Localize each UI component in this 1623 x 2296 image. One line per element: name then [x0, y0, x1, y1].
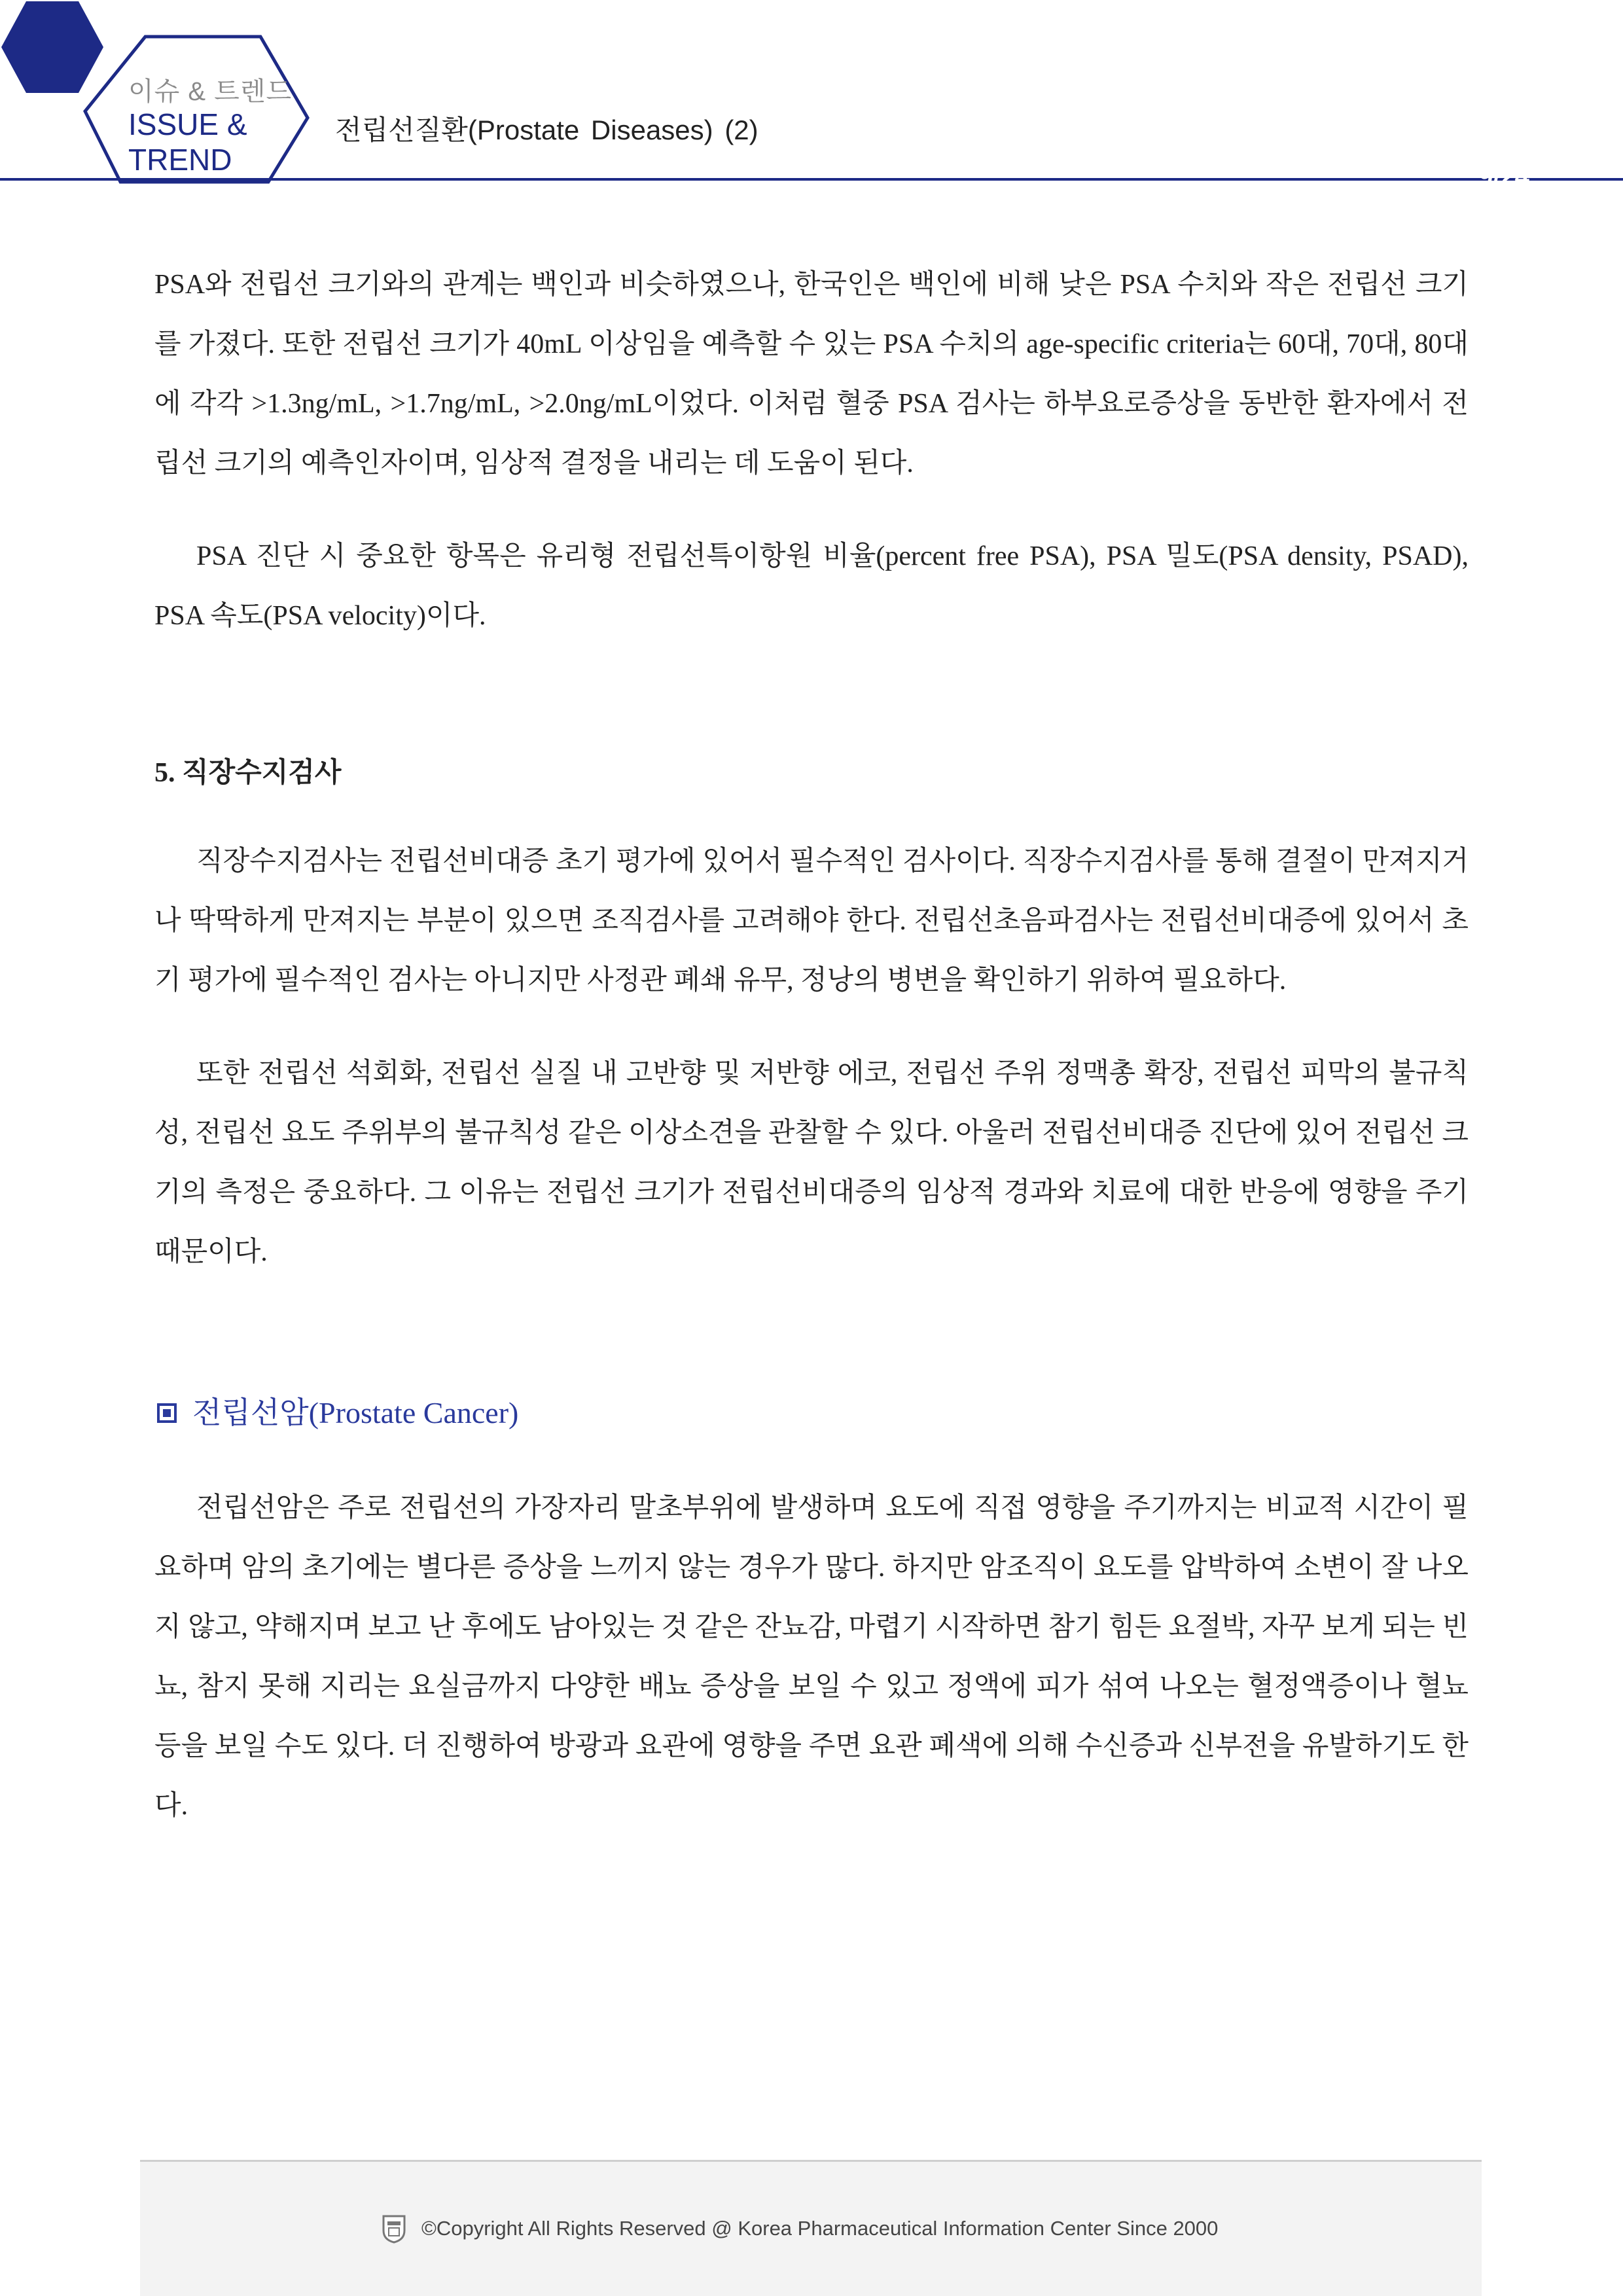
page-header	[0, 0, 1623, 196]
page-badge	[0, 0, 105, 94]
page-number: 9/24	[1478, 162, 1529, 191]
section-title-prostate-cancer	[154, 1393, 1469, 1433]
kpic-emblem-icon	[381, 2214, 407, 2244]
copyright-text: ©Copyright All Rights Reserved @ Korea Pharmaceutical Information Center Since 2000	[421, 2217, 1219, 2240]
paragraph-psa-diagnosis: PSA 진단 시 중요한 항목은 유리형 전립선특이항원 비율(percent free PSA), PSA 밀도(PSA density, PSAD), PSA 속도(PSA velocity)이다.	[154, 541, 1469, 631]
footer	[381, 2212, 1218, 2245]
paragraph-psa-size: PSA와 전립선 크기와의 관계는 백인과 비슷하였으나, 한국인은 백인에 비해 낮은 PSA 수치와 작은 전립선 크기를 가졌다. 또한 전립선 크기가 40mL 이상임을 예측할 수 있는 PSA 수치의 age-specific criteria는 60대, 70대, 80대에 각각 >1.3ng/mL, >1.7ng/mL, >2.0ng/mL이었다. 이처럼 혈중 PSA 검사는 하부요로증상을 동반한 환자에서 전립선 크기의 예측인자이며, 임상적 결정을 내리는 데 도움이 된다.	[154, 270, 1469, 478]
logo-english	[128, 107, 247, 177]
paragraph-prostate-cancer: 전립선암은 주로 전립선의 가장자리 말초부위에 발생하며 요도에 직접 영향을 주기까지는 비교적 시간이 필요하며 암의 초기에는 별다른 증상을 느끼지 않는 경우가 많다. 하지만 암조직이 요도를 압박하여 소변이 잘 나오지 않고, 약해지며 보고 난 후에도 남아있는 것 같은 잔뇨감, 마렵기 시작하면 참기 힘든 요절박, 자꾸 보게 되는 빈뇨, 참지 못해 지리는 요실금까지 다양한 배뇨 증상을 보일 수 있고 정액에 피가 섞여 나오는 혈정액증이나 혈뇨 등을 보일 수도 있다. 더 진행하여 방광과 요관에 영향을 주면 요관 폐색에 의해 수신증과 신부전을 유발하기도 한다.	[154, 1493, 1469, 1821]
main-content	[154, 255, 1469, 1869]
document-title: 전립선질환(Prostate Diseases) (2)	[335, 115, 758, 145]
section-heading-dre: 5. 직장수지검사	[154, 758, 342, 788]
section-title-text: 전립선암(Prostate Cancer)	[192, 1396, 519, 1429]
logo-line-2: TREND	[128, 143, 232, 177]
paragraph-ultrasound: 또한 전립선 석회화, 전립선 실질 내 고반향 및 저반향 에코, 전립선 주위 정맥총 확장, 전립선 피막의 불규칙성, 전립선 요도 주위부의 불규칙성 같은 이상소견을 관찰할 수 있다. 아울러 전립선비대증 진단에 있어 전립선 크기의 측정은 중요하다. 그 이유는 전립선 크기가 전립선비대증의 임상적 경과와 치료에 대한 반응에 영향을 주기 때문이다.	[154, 1058, 1469, 1267]
square-bullet-icon	[157, 1403, 177, 1423]
logo-korean: 이슈 & 트렌드	[128, 77, 293, 106]
logo-line-1: ISSUE &	[128, 107, 247, 141]
paragraph-dre: 직장수지검사는 전립선비대증 초기 평가에 있어서 필수적인 검사이다. 직장수지검사를 통해 결절이 만져지거나 딱딱하게 만져지는 부분이 있으면 조직검사를 고려해야 한다. 전립선초음파검사는 전립선비대증에 있어서 초기 평가에 필수적인 검사는 아니지만 사정관 폐쇄 유무, 정낭의 병변을 확인하기 위하여 필요하다.	[154, 846, 1469, 996]
